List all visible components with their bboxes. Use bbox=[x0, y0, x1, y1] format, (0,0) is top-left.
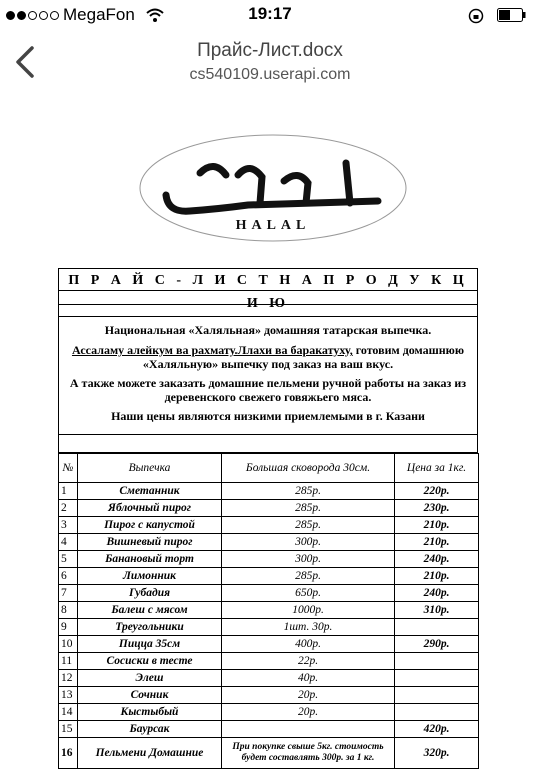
pastry-name: Сметанник bbox=[78, 483, 222, 500]
row-number: 11 bbox=[59, 653, 78, 670]
row-number: 2 bbox=[59, 500, 78, 517]
pan-price bbox=[222, 721, 395, 738]
greeting-text: Ассаламу алейкум ва рахмату.Ллахи ва баракатуху, bbox=[71, 343, 353, 357]
pan-price: 285р. bbox=[222, 568, 395, 585]
table-row bbox=[59, 568, 479, 585]
pan-price: 285р. bbox=[222, 500, 395, 517]
pan-price: 285р. bbox=[222, 483, 395, 500]
row-number: 15 bbox=[59, 721, 78, 738]
table-row bbox=[59, 602, 479, 619]
pan-price: 285р. bbox=[222, 517, 395, 534]
intro-dumplings: А также можете заказать домашние пельмени ручной работы на заказ из деревенского свежего говяжьего мяса. bbox=[69, 376, 467, 404]
pan-price: 400р. bbox=[222, 636, 395, 653]
pastry-name: Треугольники bbox=[78, 619, 222, 636]
intro-prices: Наши цены являются низкими приемлемыми в г. Казани bbox=[111, 409, 425, 423]
pastry-name: Вишневый пирог bbox=[78, 534, 222, 551]
pastry-name: Банановый торт bbox=[78, 551, 222, 568]
row-number: 9 bbox=[59, 619, 78, 636]
status-bar bbox=[0, 0, 540, 30]
kg-price: 240р. bbox=[395, 551, 479, 568]
kg-price: 420р. bbox=[395, 721, 479, 738]
table-row bbox=[59, 534, 479, 551]
price-table bbox=[58, 453, 479, 769]
intro-block bbox=[58, 317, 478, 435]
kg-price: 210р. bbox=[395, 517, 479, 534]
kg-price: 210р. bbox=[395, 568, 479, 585]
pastry-name: Кыстыбый bbox=[78, 704, 222, 721]
pan-price: 40р. bbox=[222, 670, 395, 687]
pastry-name: Пельмени Домашние bbox=[78, 738, 222, 769]
table-row bbox=[59, 483, 479, 500]
table-row bbox=[59, 517, 479, 534]
table-row bbox=[59, 738, 479, 769]
pan-price: При покупке свыше 5кг. стоимость будет составлять 300р. за 1 кг. bbox=[222, 738, 395, 769]
svg-text:HALAL: HALAL bbox=[235, 218, 311, 233]
table-row bbox=[59, 704, 479, 721]
table-row bbox=[59, 670, 479, 687]
navigation-bar bbox=[0, 30, 540, 94]
row-number: 13 bbox=[59, 687, 78, 704]
battery-icon bbox=[497, 8, 527, 22]
pan-price: 300р. bbox=[222, 551, 395, 568]
kg-price: 240р. bbox=[395, 585, 479, 602]
column-header-kg-price: Цена за 1кг. bbox=[395, 454, 479, 483]
document-host: cs540109.userapi.com bbox=[189, 66, 351, 83]
row-number: 6 bbox=[59, 568, 78, 585]
document-title: Прайс-Лист.docx bbox=[197, 40, 343, 61]
table-row bbox=[59, 619, 479, 636]
row-number: 3 bbox=[59, 517, 78, 534]
kg-price: 290р. bbox=[395, 636, 479, 653]
pastry-name: Пицца 35см bbox=[78, 636, 222, 653]
table-row bbox=[59, 585, 479, 602]
row-number: 7 bbox=[59, 585, 78, 602]
pastry-name: Сочник bbox=[78, 687, 222, 704]
table-row bbox=[59, 721, 479, 738]
pan-price: 20р. bbox=[222, 704, 395, 721]
row-number: 5 bbox=[59, 551, 78, 568]
table-row bbox=[59, 653, 479, 670]
kg-price bbox=[395, 619, 479, 636]
pan-price: 300р. bbox=[222, 534, 395, 551]
row-number: 8 bbox=[59, 602, 78, 619]
pan-price: 1шт. 30р. bbox=[222, 619, 395, 636]
row-number: 12 bbox=[59, 670, 78, 687]
table-row bbox=[59, 551, 479, 568]
kg-price: 310р. bbox=[395, 602, 479, 619]
kg-price: 210р. bbox=[395, 534, 479, 551]
pastry-name: Яблочный пирог bbox=[78, 500, 222, 517]
row-number: 1 bbox=[59, 483, 78, 500]
clock: 19:17 bbox=[248, 4, 292, 23]
row-number: 4 bbox=[59, 534, 78, 551]
pastry-name: Пирог с капустой bbox=[78, 517, 222, 534]
pastry-name: Губадия bbox=[78, 585, 222, 602]
intro-greeting bbox=[63, 343, 473, 371]
pan-price: 650р. bbox=[222, 585, 395, 602]
row-number: 14 bbox=[59, 704, 78, 721]
pan-price: 20р. bbox=[222, 687, 395, 704]
kg-price: 220р. bbox=[395, 483, 479, 500]
pastry-name: Лимонник bbox=[78, 568, 222, 585]
table-row bbox=[59, 500, 479, 517]
column-header-number: № bbox=[59, 454, 78, 483]
pastry-name: Элеш bbox=[78, 670, 222, 687]
table-row bbox=[59, 636, 479, 653]
pan-price: 22р. bbox=[222, 653, 395, 670]
table-header-row bbox=[59, 454, 479, 483]
pastry-name: Балеш с мясом bbox=[78, 602, 222, 619]
carrier-name: MegaFon bbox=[63, 5, 135, 24]
kg-price bbox=[395, 670, 479, 687]
price-list-document bbox=[58, 268, 478, 769]
column-header-pastry: Выпечка bbox=[78, 454, 222, 483]
pan-price: 1000р. bbox=[222, 602, 395, 619]
pastry-name: Баурсак bbox=[78, 721, 222, 738]
kg-price bbox=[395, 704, 479, 721]
halal-logo bbox=[138, 133, 408, 243]
row-number: 10 bbox=[59, 636, 78, 653]
kg-price: 230р. bbox=[395, 500, 479, 517]
blank-row bbox=[58, 435, 478, 453]
greeting-rest: готовим домашнюю «Халяльную» выпечку под заказ на ваш вкус. bbox=[142, 343, 465, 371]
pastry-name: Сосиски в тесте bbox=[78, 653, 222, 670]
kg-price bbox=[395, 687, 479, 704]
intro-line: Национальная «Халяльная» домашняя татарская выпечка. bbox=[104, 323, 432, 337]
document-heading: П Р А Й С - Л И С Т Н А П Р О Д У К Ц И Ю bbox=[58, 268, 478, 291]
kg-price: 320р. bbox=[395, 738, 479, 769]
column-header-pan-price: Большая сковорода 30см. bbox=[222, 454, 395, 483]
orientation-lock-icon bbox=[468, 8, 484, 24]
kg-price bbox=[395, 653, 479, 670]
row-number: 16 bbox=[59, 738, 78, 769]
table-row bbox=[59, 687, 479, 704]
